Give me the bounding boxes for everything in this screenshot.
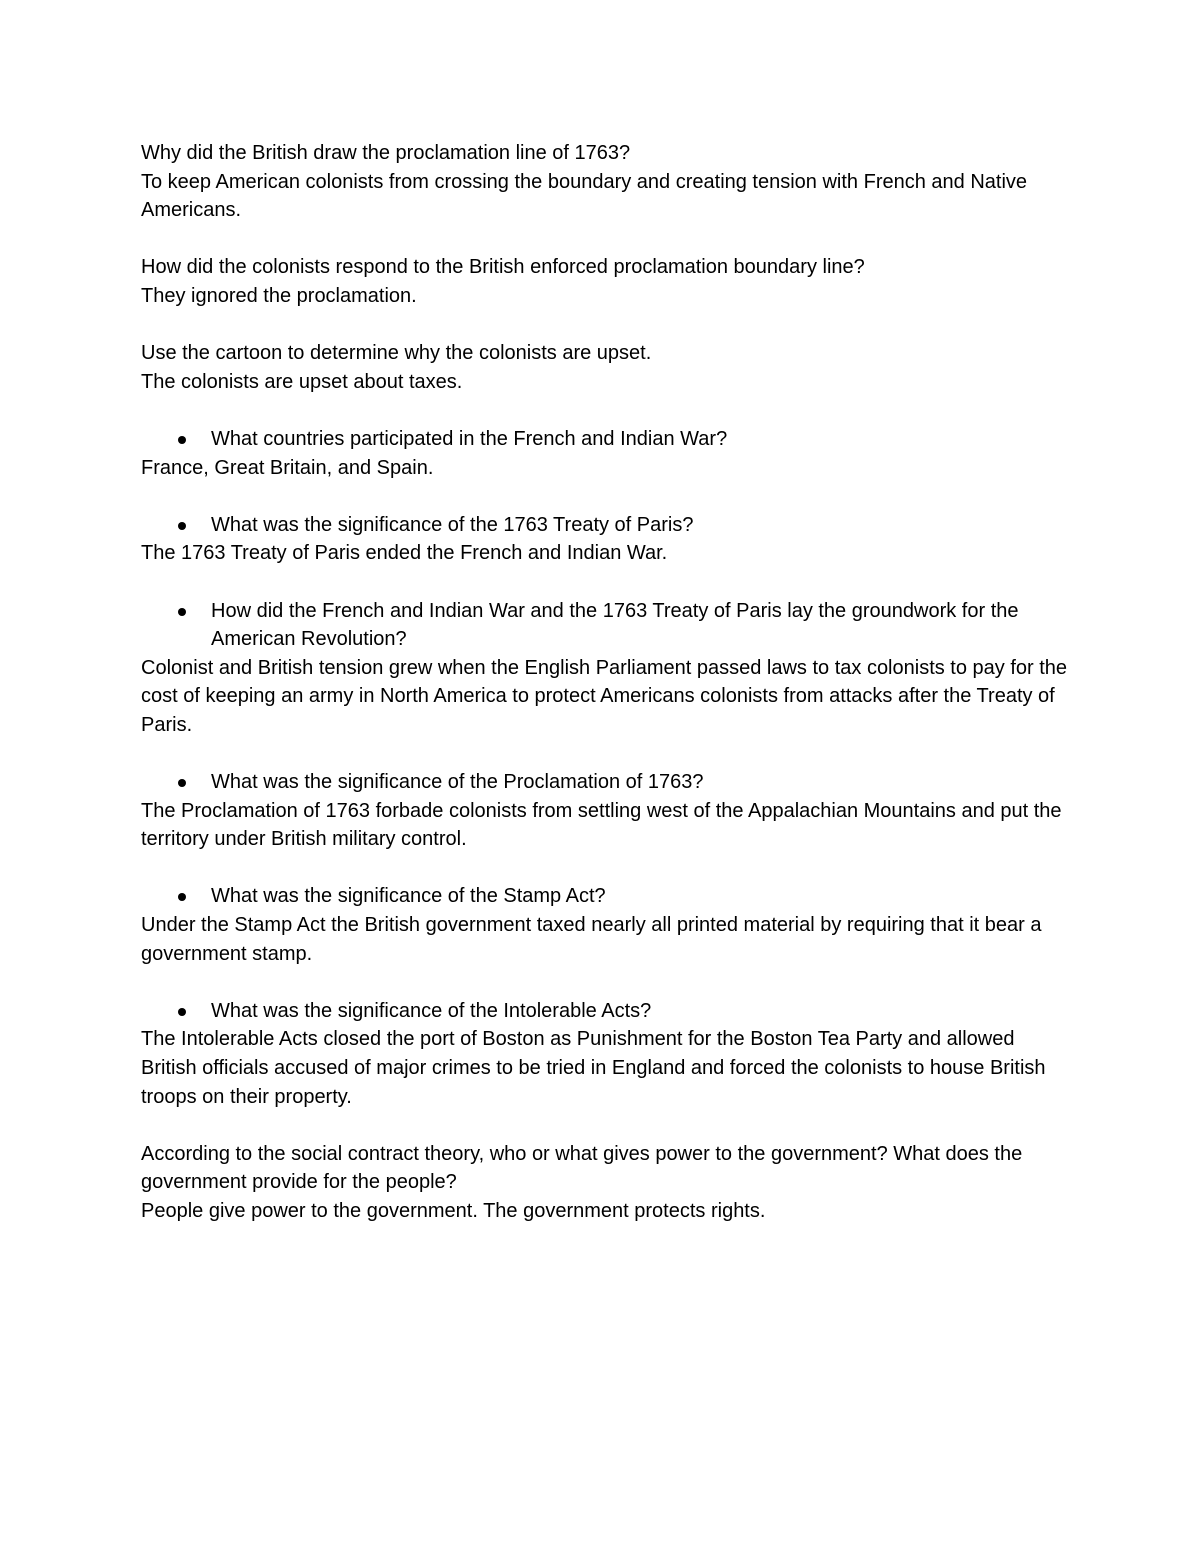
question-colonists-response: How did the colonists respond to the British enforced proclamation boundary line?: [141, 256, 865, 279]
bullet-question-text: What was the significance of the Intolerable Acts?: [211, 999, 652, 1022]
question-cartoon: Use the cartoon to determine why the colonists are upset.: [141, 342, 652, 365]
blank-line: [141, 1111, 1071, 1140]
bullet-question-countries: [141, 425, 1071, 454]
bullet-icon: [178, 893, 186, 901]
answer-proclamation: The Proclamation of 1763 forbade colonists from settling west of the Appalachian Mountains and put the territory under British military control.: [141, 799, 1062, 851]
bullet-question-text: What was the significance of the 1763 Treaty of Paris?: [211, 513, 694, 536]
answer-countries: France, Great Britain, and Spain.: [141, 456, 434, 479]
answer-treaty-of-paris: The 1763 Treaty of Paris ended the French and Indian War.: [141, 542, 668, 565]
bullet-icon: [178, 1008, 186, 1016]
blank-line: [141, 225, 1071, 254]
blank-line: [141, 568, 1071, 597]
answer-intolerable-acts: The Intolerable Acts closed the port of Boston as Punishment for the Boston Tea Party and allowed British officials accused of major crimes to be tried in England and forced the colonists to house British troops on their property.: [141, 1028, 1046, 1108]
answer-cartoon: The colonists are upset about taxes.: [141, 370, 463, 393]
blank-line: [141, 739, 1071, 768]
bullet-icon: [178, 522, 186, 530]
bullet-question-groundwork: [141, 597, 1071, 654]
bullet-question-intolerable-acts: [141, 997, 1071, 1026]
bullet-question-text: What was the significance of the Stamp Act?: [211, 885, 606, 908]
blank-line: [141, 311, 1071, 340]
bullet-question-stamp-act: [141, 882, 1071, 911]
bullet-icon: [178, 608, 186, 616]
question-social-contract: According to the social contract theory, who or what gives power to the government? What does the government provide for the people?: [141, 1142, 1023, 1194]
bullet-question-treaty-of-paris: [141, 511, 1071, 540]
blank-line: [141, 482, 1071, 511]
bullet-icon: [178, 436, 186, 444]
bullet-icon: [178, 779, 186, 787]
document-body: [141, 139, 1071, 1226]
bullet-question-text: What countries participated in the French and Indian War?: [211, 427, 728, 450]
answer-stamp-act: Under the Stamp Act the British government taxed nearly all printed material by requiring that it bear a government stamp.: [141, 914, 1042, 965]
answer-proclamation-line: To keep American colonists from crossing the boundary and creating tension with French and Native Americans.: [141, 170, 1028, 222]
blank-line: [141, 968, 1071, 997]
bullet-question-text: What was the significance of the Proclamation of 1763?: [211, 771, 704, 794]
answer-colonists-response: They ignored the proclamation.: [141, 284, 417, 307]
bullet-question-proclamation: [141, 768, 1071, 797]
blank-line: [141, 854, 1071, 883]
question-proclamation-line: Why did the British draw the proclamation line of 1763?: [141, 142, 631, 164]
blank-line: [141, 396, 1071, 425]
bullet-question-text: How did the French and Indian War and the 1763 Treaty of Paris lay the groundwork for the American Revolution?: [211, 599, 1019, 651]
answer-groundwork: Colonist and British tension grew when the English Parliament passed laws to tax colonists to pay for the cost of keeping an army in North America to protect Americans colonists from attacks after the Treaty of Paris.: [141, 656, 1068, 736]
answer-social-contract: People give power to the government. The government protects rights.: [141, 1199, 766, 1222]
